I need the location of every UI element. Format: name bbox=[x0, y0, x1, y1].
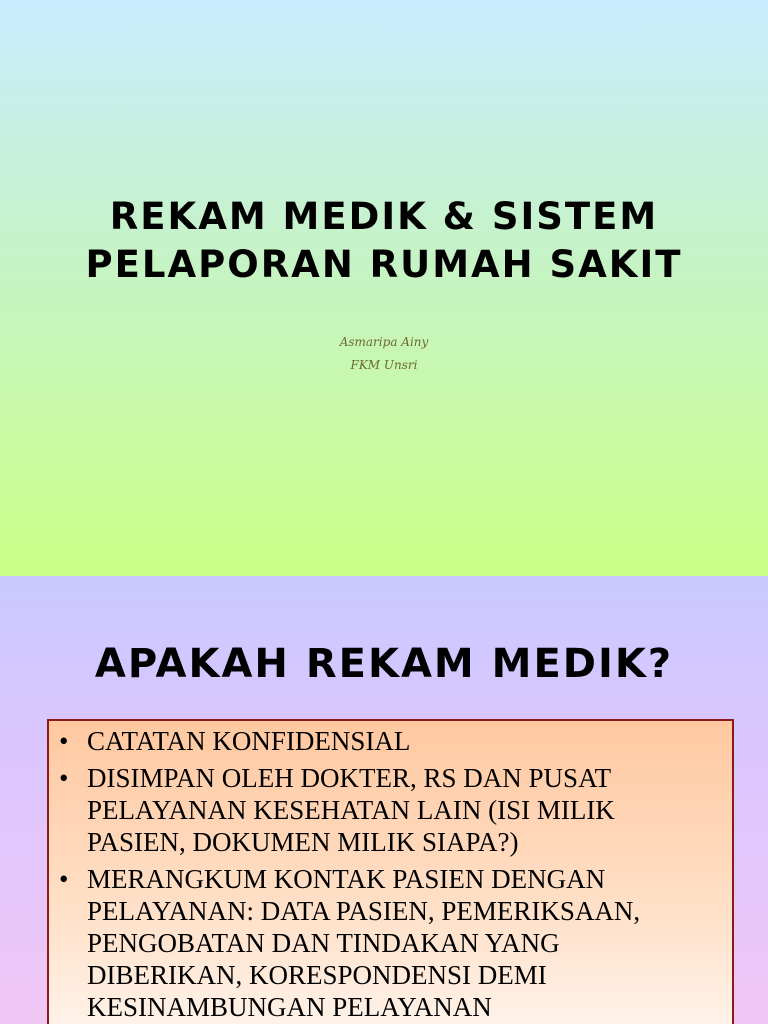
bullet-list bbox=[59, 725, 720, 1023]
author-affiliation: FKM Unsri bbox=[350, 358, 418, 372]
bullet-text: MERANGKUM KONTAK PASIEN DENGAN PELAYANAN: DATA PASIEN, PEMERIKSAAN, PENGOBATAN DAN TINDAKAN YANG DIBERIKAN, KORESPONDENSI DEMI KESINAMBUNGAN PELAYANAN bbox=[87, 864, 641, 1022]
bullet-icon: • bbox=[59, 763, 69, 793]
author-block bbox=[0, 331, 768, 377]
bullet-item bbox=[59, 762, 720, 858]
slide-title bbox=[0, 193, 768, 289]
slide-title-line-1: REKAM MEDIK & SISTEM bbox=[109, 195, 659, 238]
bullet-item bbox=[59, 863, 720, 1023]
slide-heading: APAKAH REKAM MEDIK? bbox=[94, 641, 674, 687]
bullet-text: CATATAN KONFIDENSIAL bbox=[87, 726, 411, 756]
content-slide bbox=[0, 576, 768, 1024]
slide-title-line-2: PELAPORAN RUMAH SAKIT bbox=[85, 243, 683, 286]
bullet-item bbox=[59, 725, 720, 757]
bullet-icon: • bbox=[59, 726, 69, 756]
bullet-icon: • bbox=[59, 864, 69, 894]
author-name: Asmaripa Ainy bbox=[339, 335, 429, 349]
bullet-box bbox=[47, 719, 734, 1024]
bullet-text: DISIMPAN OLEH DOKTER, RS DAN PUSAT PELAYANAN KESEHATAN LAIN (ISI MILIK PASIEN, DOKUMEN MILIK SIAPA?) bbox=[87, 763, 615, 857]
